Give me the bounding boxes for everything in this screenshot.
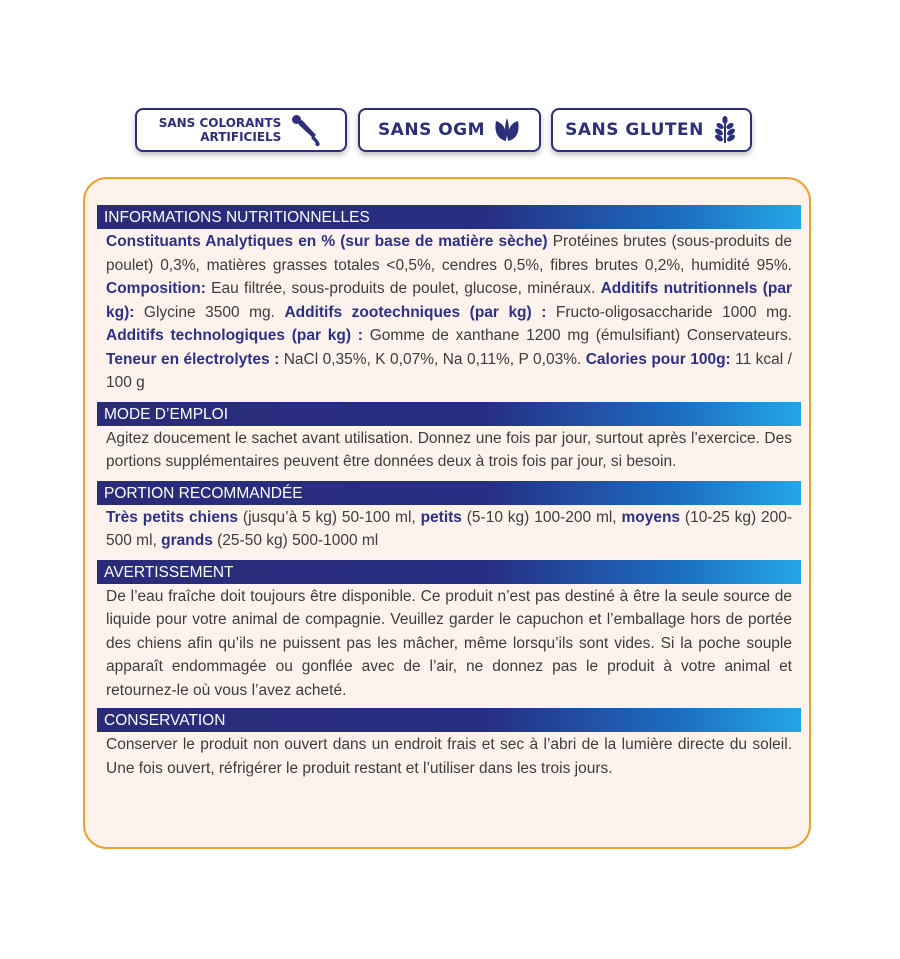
badge-no-gmo	[358, 108, 541, 152]
section-storage	[97, 708, 801, 784]
section-usage	[97, 402, 801, 478]
section-warning	[97, 560, 801, 707]
section-title-usage: MODE D’EMPLOI	[97, 402, 801, 426]
section-body-storage: Conserver le produit non ouvert dans un endroit frais et sec à l’abri de la lumière directe du soleil. Une fois ouvert, réfrigérer le produit restant et l’utiliser dans les trois jours.	[106, 736, 792, 777]
badge-no-artificial-colors	[135, 108, 347, 152]
badge-row	[0, 108, 900, 156]
section-title-warning: AVERTISSEMENT	[97, 560, 801, 584]
dropper-icon	[289, 113, 323, 147]
section-title-nutrition: INFORMATIONS NUTRITIONNELLES	[97, 205, 801, 229]
section-body-nutrition: Constituants Analytiques en % (sur base de matière sèche) Protéines brutes (sous-produits de poulet) 0,3%, matières grasses totales <0,5%, cendres 0,5%, fibres brutes 0,2%, humidité 95%. Composition: Eau filtrée, sous-produits de poulet, glucose, minéraux. Additifs nutritionnels (par kg): Glycine 3500 mg. Additifs zootechniques (par kg) : Fructo-oligosaccharide 1000 mg. Additifs technologiques (par kg) : Gomme de xanthane 1200 mg (émulsifiant) Conservateurs. Teneur en électrolytes : NaCl 0,35%, K 0,07%, Na 0,11%, P 0,03%. Calories pour 100g: 11 kcal / 100 g	[106, 233, 793, 391]
section-title-portion: PORTION RECOMMANDÉE	[97, 481, 801, 505]
section-body-usage: Agitez doucement le sachet avant utilisation. Donnez une fois par jour, surtout après l’exercice. Des portions supplémentaires peuvent être données deux à trois fois par jour, si besoin.	[106, 429, 792, 470]
badge-colorants-label: SANS COLORANTS ARTIFICIELS	[158, 116, 282, 144]
info-content	[97, 205, 801, 784]
section-title-storage: CONSERVATION	[97, 708, 801, 732]
info-panel	[83, 177, 811, 849]
section-body-warning: De l’eau fraîche doit toujours être disponible. Ce produit n’est pas destiné à être la seule source de liquide pour votre animal de compagnie. Veuillez garder le capuchon et l’emballage hors de portée des chiens afin qu’ils ne puissent pas les mâcher, même lorsqu’ils sont vides. Si la poche souple apparaît endommagée ou gonflée avec de l’air, ne donnez pas le produit à votre animal et retournez-le où vous l’avez acheté.	[106, 587, 792, 699]
badge-gluten-label: SANS GLUTEN	[565, 120, 704, 140]
section-nutrition	[97, 205, 801, 399]
section-portion	[97, 481, 801, 557]
badge-no-gluten	[551, 108, 752, 152]
badge-ogm-label: SANS OGM	[377, 120, 486, 140]
leaf-icon	[493, 117, 521, 143]
section-body-portion: Très petits chiens (jusqu’à 5 kg) 50-100 ml, petits (5-10 kg) 100-200 ml, moyens (10-25 kg) 200-500 ml, grands (25-50 kg) 500-1000 ml	[106, 508, 792, 549]
wheat-icon	[712, 116, 738, 144]
